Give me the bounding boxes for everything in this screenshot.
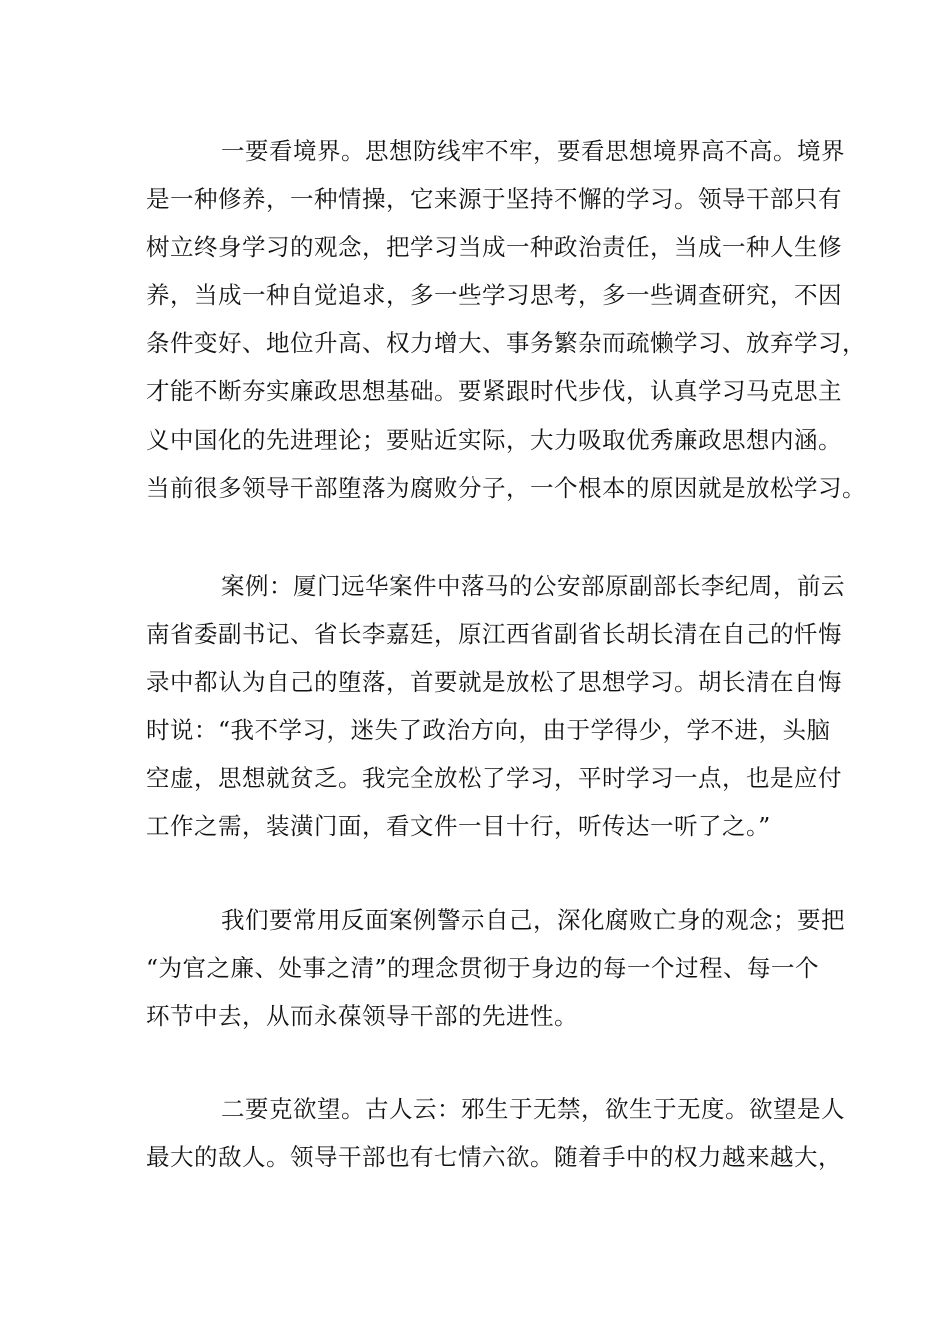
paragraph-line: 才能不断夯实廉政思想基础。要紧跟时代步伐，认真学习马克思主 (146, 377, 842, 406)
paragraph-warning (146, 896, 845, 1040)
paragraph-line: “为官之廉、处事之清”的理念贯彻于身边的每一个过程、每一个 (146, 954, 820, 983)
paragraph-line: 一要看境界。思想防线牢不牢，要看思想境界高不高。境界 (221, 137, 845, 165)
paragraph-line: 录中都认为自己的堕落，首要就是放松了思想学习。胡长清在自悔 (146, 668, 842, 697)
paragraph-line: 是一种修养，一种情操，它来源于坚持不懈的学习。领导干部只有 (146, 185, 842, 214)
paragraph-line: 条件变好、地位升高、权力增大、事务繁杂而疏懒学习、放弃学习， (146, 329, 866, 358)
paragraph-line: 环节中去，从而永葆领导干部的先进性。 (146, 1002, 578, 1031)
paragraph-line: 树立终身学习的观念，把学习当成一种政治责任，当成一种人生修 (146, 233, 842, 262)
paragraph-line: 案例：厦门远华案件中落马的公安部原副部长李纪周，前云 (221, 572, 845, 600)
paragraph-line: 我们要常用反面案例警示自己，深化腐败亡身的观念；要把 (221, 906, 845, 934)
paragraph-line: 养，当成一种自觉追求，多一些学习思考，多一些调查研究，不因 (146, 281, 842, 310)
paragraph-case (146, 562, 845, 851)
paragraph-desire (146, 1085, 845, 1181)
paragraph-line: 南省委副书记、省长李嘉廷，原江西省副省长胡长清在自己的忏悔 (146, 620, 842, 649)
paragraph-realm (146, 127, 866, 512)
paragraph-line: 当前很多领导干部堕落为腐败分子，一个根本的原因就是放松学习。 (146, 473, 866, 502)
paragraph-line: 二要克欲望。古人云：邪生于无禁，欲生于无度。欲望是人 (221, 1095, 845, 1123)
paragraph-line: 义中国化的先进理论；要贴近实际，大力吸取优秀廉政思想内涵。 (146, 425, 842, 454)
paragraph-line: 时说：“我不学习，迷失了政治方向，由于学得少，学不进，头脑 (146, 716, 831, 745)
paragraph-line: 工作之需，装潢门面，看文件一目十行，听传达一听了之。” (146, 812, 771, 841)
paragraph-line: 空虚，思想就贫乏。我完全放松了学习，平时学习一点，也是应付 (146, 764, 842, 793)
paragraph-line: 最大的敌人。领导干部也有七情六欲。随着手中的权力越来越大， (146, 1143, 842, 1172)
